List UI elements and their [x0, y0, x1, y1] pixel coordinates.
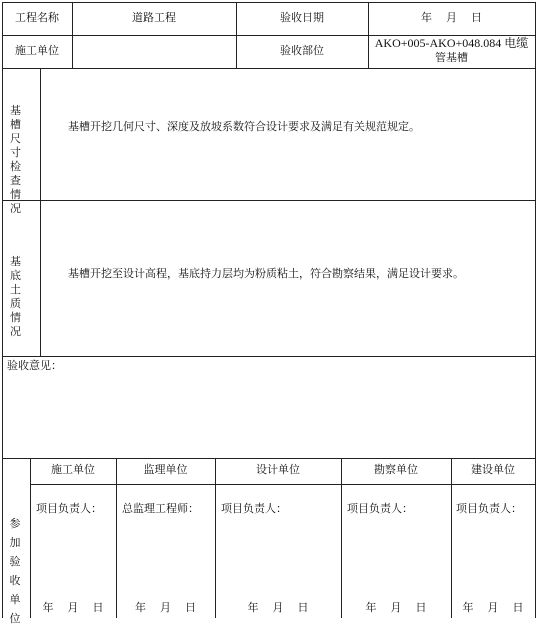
participants-label: 参加验收单位 — [9, 517, 21, 625]
table-rule — [2, 356, 536, 357]
table-rule — [116, 458, 117, 618]
table-border-top — [2, 2, 536, 3]
acceptance-date-value: 年 月 日 — [421, 11, 482, 24]
project-name-value: 道路工程 — [132, 11, 176, 24]
participant-unit-survey: 勘察单位 — [374, 463, 418, 476]
signer-label: 项目负责人： — [456, 502, 522, 515]
table-rule — [2, 458, 536, 459]
soil-check-label: 基底土质情况 — [10, 255, 21, 338]
opinion-label: 验收意见： — [7, 359, 62, 372]
acceptance-section-value: AKO+005-AKO+048.084 电缆 — [374, 36, 529, 50]
table-rule — [30, 458, 31, 618]
signer-label: 项目负责人： — [221, 502, 287, 515]
sign-date: 年 月 日 — [247, 601, 309, 614]
sign-date: 年 月 日 — [365, 601, 427, 614]
sign-date: 年 月 日 — [42, 601, 104, 614]
soil-check-content: 基槽开挖至设计高程，基底持力层均为粉质粘土，符合勘察结果，满足设计要求。 — [68, 267, 464, 280]
trench-check-label: 基槽尺寸检查情况 — [10, 104, 21, 215]
table-border-right — [535, 2, 536, 618]
table-rule — [215, 458, 216, 618]
signer-label: 项目负责人： — [347, 502, 413, 515]
table-rule — [40, 68, 41, 356]
trench-check-content: 基槽开挖几何尺寸、深度及放坡系数符合设计要求及满足有关规范规定。 — [68, 120, 420, 133]
participant-unit-design: 设计单位 — [256, 463, 300, 476]
table-border-left — [2, 2, 3, 618]
participant-unit-owner: 建设单位 — [471, 463, 515, 476]
signer-label: 项目负责人： — [36, 502, 102, 515]
sign-date: 年 月 日 — [462, 601, 524, 614]
participant-unit-construction: 施工单位 — [51, 463, 95, 476]
acceptance-section-value-cont: 管基槽 — [435, 51, 468, 64]
construction-unit-label: 施工单位 — [15, 44, 59, 57]
acceptance-date-label: 验收日期 — [280, 11, 324, 24]
project-name-label: 工程名称 — [15, 11, 59, 24]
sign-date: 年 月 日 — [135, 601, 196, 614]
acceptance-section-label: 验收部位 — [280, 44, 324, 57]
table-rule — [451, 458, 452, 618]
table-rule — [341, 458, 342, 618]
participant-unit-supervision: 监理单位 — [143, 463, 188, 476]
signer-label: 总监理工程师： — [122, 502, 199, 515]
table-rule — [2, 68, 536, 69]
table-rule — [30, 484, 536, 485]
table-rule — [2, 200, 536, 201]
